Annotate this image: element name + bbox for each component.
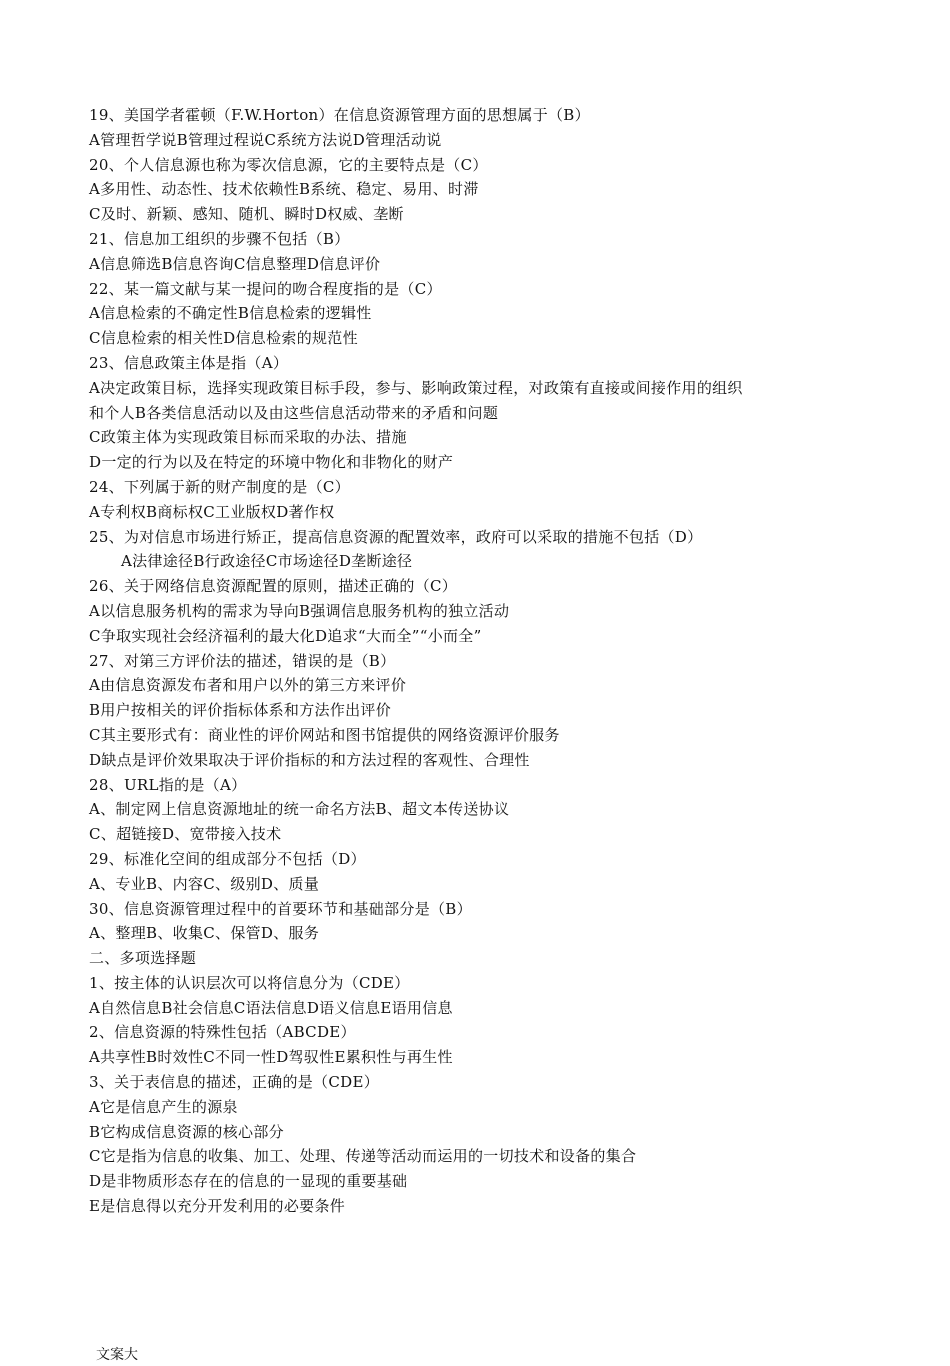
question-26: 26、关于网络信息资源配置的原则，描述正确的（C） — [89, 577, 458, 596]
question-19: 19、美国学者霍顿（F.W.Horton）在信息资源管理方面的思想属于（B） — [89, 106, 590, 124]
question-21-options: A信息筛选B信息咨询C信息整理D信息评价 — [89, 254, 381, 273]
mc-question-3: 3、关于表信息的描述，正确的是（CDE） — [89, 1073, 379, 1092]
question-22-options-2: C信息检索的相关性D信息检索的规范性 — [89, 329, 358, 348]
question-24: 24、下列属于新的财产制度的是（C） — [89, 477, 350, 496]
question-29: 29、标准化空间的组成部分不包括（D） — [89, 849, 366, 868]
mc-question-3-option-c: C它是指为信息的收集、加工、处理、传递等活动而运用的一切技术和设备的集合 — [89, 1147, 637, 1166]
page-footer: 文案大 — [96, 1347, 138, 1363]
question-27-option-b: B用户按相关的评价指标体系和方法作出评价 — [89, 701, 392, 720]
question-28-options-1: A、制定网上信息资源地址的统一命名方法B、超文本传送协议 — [89, 800, 510, 819]
question-25: 25、为对信息市场进行矫正，提高信息资源的配置效率，政府可以采取的措施不包括（D） — [89, 527, 703, 546]
question-22-options-1: A信息检索的不确定性B信息检索的逻辑性 — [89, 304, 372, 323]
mc-question-3-option-e: E是信息得以充分开发利用的必要条件 — [89, 1197, 346, 1216]
mc-question-2-options: A共享性B时效性C不同一性D驾驭性E累积性与再生性 — [89, 1048, 453, 1067]
question-27-option-c: C其主要形式有：商业性的评价网站和图书馆提供的网络资源评价服务 — [89, 725, 560, 744]
question-21: 21、信息加工组织的步骤不包括（B） — [89, 229, 350, 248]
question-23-option-d: D一定的行为以及在特定的环境中物化和非物化的财产 — [89, 453, 454, 472]
question-28-options-2: C、超链接D、宽带接入技术 — [89, 825, 282, 844]
question-24-options: A专利权B商标权C工业版权D著作权 — [89, 502, 335, 521]
question-22: 22、某一篇文献与某一提问的吻合程度指的是（C） — [89, 279, 442, 298]
question-23: 23、信息政策主体是指（A） — [89, 353, 289, 372]
question-23-option-c: C政策主体为实现政策目标而采取的办法、措施 — [89, 428, 407, 447]
question-30-options: A、整理B、收集C、保管D、服务 — [89, 924, 320, 943]
section-heading-multiple-choice: 二、多项选择题 — [89, 949, 197, 968]
question-23-option-a-cont: 和个人B各类信息活动以及由这些信息活动带来的矛盾和问题 — [89, 403, 499, 422]
question-29-options: A、专业B、内容C、级别D、质量 — [89, 874, 320, 893]
question-30: 30、信息资源管理过程中的首要环节和基础部分是（B） — [89, 899, 472, 918]
mc-question-1: 1、按主体的认识层次可以将信息分为（CDE） — [89, 973, 410, 992]
question-28: 28、URL指的是（A） — [89, 775, 247, 794]
mc-question-1-options: A自然信息B社会信息C语法信息D语义信息E语用信息 — [89, 998, 453, 1017]
mc-question-3-option-b: B它构成信息资源的核心部分 — [89, 1122, 284, 1141]
question-26-options-1: A以信息服务机构的需求为导向B强调信息服务机构的独立活动 — [89, 601, 510, 620]
question-20-options-1: A多用性、动态性、技术依赖性B系统、稳定、易用、时滞 — [89, 180, 479, 199]
question-25-options: A法律途径B行政途径C市场途径D垄断途径 — [121, 552, 413, 571]
question-20-options-2: C及时、新颖、感知、随机、瞬时D权威、垄断 — [89, 205, 404, 224]
question-27-option-a: A由信息资源发布者和用户以外的第三方来评价 — [89, 676, 407, 695]
mc-question-2: 2、信息资源的特殊性包括（ABCDE） — [89, 1023, 356, 1042]
question-23-option-a: A决定政策目标，选择实现政策目标手段，参与、影响政策过程，对政策有直接或间接作用的组织 — [89, 378, 743, 397]
question-26-options-2: C争取实现社会经济福利的最大化D追求“大而全”“小而全” — [89, 626, 482, 645]
mc-question-3-option-a: A它是信息产生的源泉 — [89, 1097, 238, 1116]
question-20: 20、个人信息源也称为零次信息源，它的主要特点是（C） — [89, 155, 488, 174]
question-27-option-d: D缺点是评价效果取决于评价指标的和方法过程的客观性、合理性 — [89, 750, 530, 769]
question-27: 27、对第三方评价法的描述，错误的是（B） — [89, 651, 396, 670]
question-19-options: A管理哲学说B管理过程说C系统方法说D管理活动说 — [89, 130, 442, 149]
document-body — [89, 103, 889, 1219]
mc-question-3-option-d: D是非物质形态存在的信息的一显现的重要基础 — [89, 1172, 408, 1191]
